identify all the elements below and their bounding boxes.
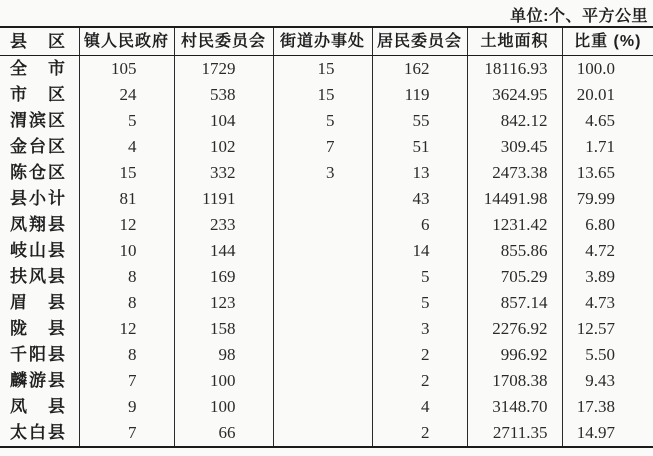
data-cell: 9 xyxy=(79,394,174,420)
table-row xyxy=(0,264,653,290)
column-header-land-area: 土地面积 xyxy=(467,27,562,56)
admin-divisions-table xyxy=(0,26,653,448)
row-name-cell: 麟游县 xyxy=(10,371,67,390)
data-cell: 233 xyxy=(174,212,273,238)
data-cell: 17.38 xyxy=(562,394,653,420)
data-cell: 1729 xyxy=(174,56,273,83)
data-cell: 144 xyxy=(174,238,273,264)
data-cell: 123 xyxy=(174,290,273,316)
data-cell: 104 xyxy=(174,108,273,134)
data-cell: 5 xyxy=(79,108,174,134)
data-cell: 5 xyxy=(372,290,467,316)
data-cell: 855.86 xyxy=(467,238,562,264)
data-cell: 51 xyxy=(372,134,467,160)
data-cell xyxy=(273,290,372,316)
data-cell: 15 xyxy=(79,160,174,186)
data-cell: 4.65 xyxy=(562,108,653,134)
data-cell: 996.92 xyxy=(467,342,562,368)
data-cell: 3.89 xyxy=(562,264,653,290)
data-cell: 1708.38 xyxy=(467,368,562,394)
data-cell: 705.29 xyxy=(467,264,562,290)
data-cell: 66 xyxy=(174,420,273,447)
data-cell: 4 xyxy=(79,134,174,160)
data-cell: 4 xyxy=(372,394,467,420)
unit-note: 单位:个、平方公里 xyxy=(510,8,648,25)
data-cell xyxy=(273,186,372,212)
table-header xyxy=(0,27,653,56)
table-row xyxy=(0,238,653,264)
data-cell: 2711.35 xyxy=(467,420,562,447)
table-row xyxy=(0,82,653,108)
data-cell: 10 xyxy=(79,238,174,264)
data-cell: 100.0 xyxy=(562,56,653,83)
table-row xyxy=(0,134,653,160)
data-cell: 3 xyxy=(273,160,372,186)
data-cell: 1231.42 xyxy=(467,212,562,238)
data-cell: 4.72 xyxy=(562,238,653,264)
column-header-county-district: 县 区 xyxy=(0,27,79,56)
row-name-cell: 凤 县 xyxy=(10,397,67,416)
data-cell: 2473.38 xyxy=(467,160,562,186)
column-header-proportion: 比重 (%) xyxy=(562,27,653,56)
data-cell: 14.97 xyxy=(562,420,653,447)
table-row xyxy=(0,290,653,316)
row-name-cell: 金台区 xyxy=(10,137,67,156)
data-cell: 8 xyxy=(79,342,174,368)
table-row xyxy=(0,108,653,134)
row-name-cell: 岐山县 xyxy=(10,241,67,260)
data-cell: 12 xyxy=(79,316,174,342)
data-cell: 3624.95 xyxy=(467,82,562,108)
table-row xyxy=(0,394,653,420)
table-row xyxy=(0,420,653,447)
data-cell: 55 xyxy=(372,108,467,134)
data-cell: 12.57 xyxy=(562,316,653,342)
data-cell: 20.01 xyxy=(562,82,653,108)
data-cell: 119 xyxy=(372,82,467,108)
data-cell: 1.71 xyxy=(562,134,653,160)
table-row xyxy=(0,368,653,394)
data-cell: 162 xyxy=(372,56,467,83)
data-cell: 3 xyxy=(372,316,467,342)
data-cell: 2276.92 xyxy=(467,316,562,342)
column-header-residents-committee: 居民委员会 xyxy=(372,27,467,56)
data-cell xyxy=(273,368,372,394)
column-header-village-committee: 村民委员会 xyxy=(174,27,273,56)
row-name-cell: 县小计 xyxy=(10,189,67,208)
data-cell: 842.12 xyxy=(467,108,562,134)
data-cell: 4.73 xyxy=(562,290,653,316)
data-cell: 857.14 xyxy=(467,290,562,316)
table-row xyxy=(0,212,653,238)
data-cell: 5 xyxy=(273,108,372,134)
data-cell: 3148.70 xyxy=(467,394,562,420)
data-cell: 8 xyxy=(79,264,174,290)
data-cell: 538 xyxy=(174,82,273,108)
data-cell xyxy=(273,394,372,420)
row-name-cell: 扶风县 xyxy=(10,267,67,286)
table-row xyxy=(0,186,653,212)
row-name-cell: 眉 县 xyxy=(10,293,67,312)
column-header-town-government: 镇人民政府 xyxy=(79,27,174,56)
data-cell xyxy=(273,342,372,368)
data-cell: 81 xyxy=(79,186,174,212)
header-row xyxy=(0,27,653,56)
data-cell: 7 xyxy=(79,420,174,447)
row-name-cell: 陈仓区 xyxy=(10,163,67,182)
data-cell: 2 xyxy=(372,368,467,394)
row-name-cell: 凤翔县 xyxy=(10,215,67,234)
table-row xyxy=(0,56,653,83)
data-cell: 14491.98 xyxy=(467,186,562,212)
data-cell: 24 xyxy=(79,82,174,108)
data-cell: 5.50 xyxy=(562,342,653,368)
data-cell: 100 xyxy=(174,394,273,420)
row-name-cell: 太白县 xyxy=(10,423,67,442)
data-cell: 2 xyxy=(372,342,467,368)
data-cell: 9.43 xyxy=(562,368,653,394)
data-cell: 18116.93 xyxy=(467,56,562,83)
data-cell: 15 xyxy=(273,56,372,83)
data-cell xyxy=(273,420,372,447)
data-cell: 169 xyxy=(174,264,273,290)
data-cell: 12 xyxy=(79,212,174,238)
data-cell xyxy=(273,212,372,238)
data-cell: 13 xyxy=(372,160,467,186)
row-name-cell: 全 市 xyxy=(10,59,67,78)
data-cell: 43 xyxy=(372,186,467,212)
data-cell: 6 xyxy=(372,212,467,238)
data-cell: 158 xyxy=(174,316,273,342)
data-cell: 13.65 xyxy=(562,160,653,186)
data-cell: 8 xyxy=(79,290,174,316)
data-cell: 105 xyxy=(79,56,174,83)
data-cell: 15 xyxy=(273,82,372,108)
row-name-cell: 陇 县 xyxy=(10,319,67,338)
data-cell: 7 xyxy=(79,368,174,394)
data-cell: 7 xyxy=(273,134,372,160)
data-cell: 102 xyxy=(174,134,273,160)
data-cell: 6.80 xyxy=(562,212,653,238)
row-name-cell: 千阳县 xyxy=(10,345,67,364)
data-cell xyxy=(273,316,372,342)
table-row xyxy=(0,160,653,186)
table-row xyxy=(0,316,653,342)
data-cell: 332 xyxy=(174,160,273,186)
data-cell: 309.45 xyxy=(467,134,562,160)
data-cell xyxy=(273,238,372,264)
row-name-cell: 市 区 xyxy=(10,85,67,104)
data-cell: 98 xyxy=(174,342,273,368)
data-cell: 5 xyxy=(372,264,467,290)
data-cell: 100 xyxy=(174,368,273,394)
row-name-cell: 渭滨区 xyxy=(10,111,67,130)
column-header-subdistrict-office: 街道办事处 xyxy=(273,27,372,56)
data-cell: 14 xyxy=(372,238,467,264)
table-row xyxy=(0,342,653,368)
data-cell: 79.99 xyxy=(562,186,653,212)
table-body xyxy=(0,56,653,448)
data-cell: 1191 xyxy=(174,186,273,212)
data-cell: 2 xyxy=(372,420,467,447)
data-cell xyxy=(273,264,372,290)
